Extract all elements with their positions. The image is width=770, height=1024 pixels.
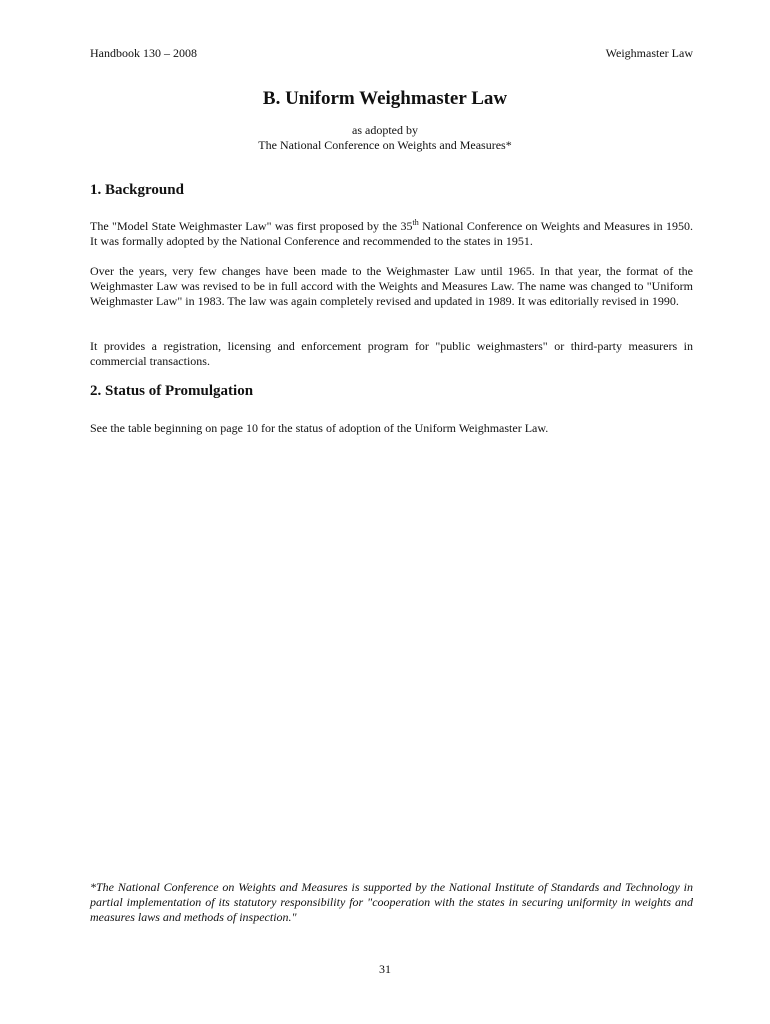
footnote: *The National Conference on Weights and Measures is supported by the National Institute of Standards and Technology in partial implementation of its statutory responsibility for "cooperation with the states in securing uniformity in weights and measures laws and methods of inspection."	[90, 880, 693, 924]
subtitle-line-2: The National Conference on Weights and Measures*	[258, 138, 512, 152]
status-paragraph-1: See the table beginning on page 10 for the status of adoption of the Uniform Weighmaster Law.	[90, 421, 549, 435]
background-paragraph-1	[90, 219, 693, 249]
background-paragraph-1-text-a: The "Model State Weighmaster Law" was first proposed by the 35	[90, 219, 413, 233]
header-section-label: Weighmaster Law	[605, 46, 693, 60]
section-heading-background: 1. Background	[90, 182, 184, 198]
background-paragraph-3: It provides a registration, licensing and enforcement program for "public weighmasters" or third-party measurers in commercial transactions.	[90, 339, 693, 368]
background-paragraph-2: Over the years, very few changes have been made to the Weighmaster Law until 1965. In that year, the format of the Weighmaster Law was revised to be in full accord with the Weights and Measures Law. The name was changed to "Uniform Weighmaster Law" in 1983. The law was again completely revised and updated in 1989. It was editorially revised in 1990.	[90, 264, 693, 308]
header-handbook-label: Handbook 130 – 2008	[90, 46, 197, 60]
ordinal-suffix: th	[412, 218, 419, 227]
running-header	[90, 46, 693, 62]
background-paragraph-1-text-b: National Conference on Weights and Measures in 1950. It was formally adopted by the National Conference and recommended to the states in 1951.	[90, 219, 694, 248]
section-heading-status: 2. Status of Promulgation	[90, 383, 254, 399]
document-subtitle	[0, 123, 770, 153]
document-title: B. Uniform Weighmaster Law	[262, 88, 508, 109]
page-number: 31	[379, 962, 391, 976]
subtitle-line-1: as adopted by	[352, 123, 418, 137]
